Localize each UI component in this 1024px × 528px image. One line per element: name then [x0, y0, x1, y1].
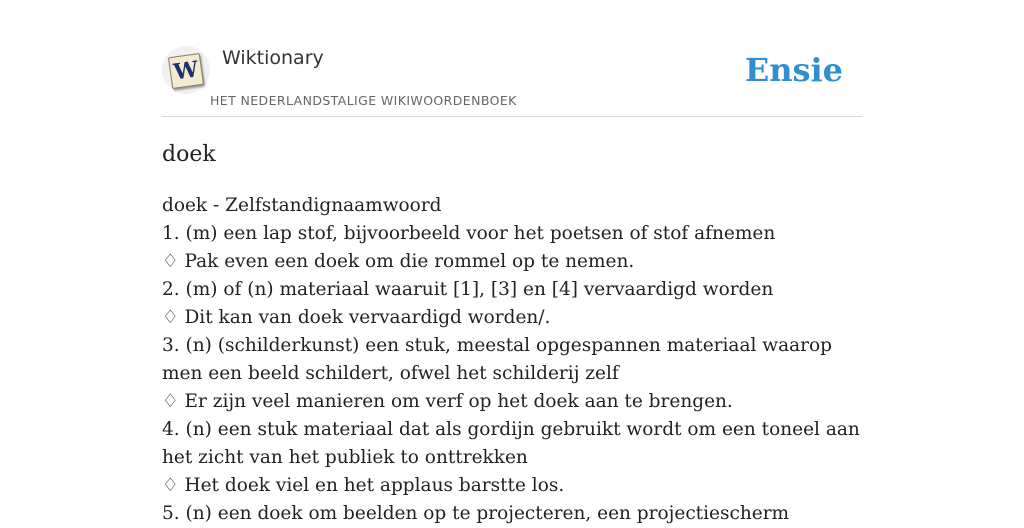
definition-line: doek - Zelfstandignaamwoord — [162, 195, 442, 216]
example-line: ♢ Het doek viel en het applaus barstte los. — [162, 475, 565, 496]
definition-line: 3. (n) (schilderkunst) een stuk, meestal opgespannen materiaal waarop men een beeld schildert, ofwel het schilderij zelf — [162, 335, 832, 384]
definition-line: 5. (n) een doek om beelden op te projecteren, een projectiescherm — [162, 503, 790, 524]
example-line: ♢ Pak even een doek om die rommel op te nemen. — [162, 251, 635, 272]
definition-line: 2. (m) of (n) materiaal waaruit [1], [3] en [4] vervaardigd worden — [162, 279, 774, 300]
definition-body — [162, 192, 862, 528]
page-title: doek — [162, 142, 216, 167]
example-line: ♢ Er zijn veel manieren om verf op het doek aan te brengen. — [162, 391, 733, 412]
definition-line: 1. (m) een lap stof, bijvoorbeeld voor het poetsen of stof afnemen — [162, 223, 776, 244]
logo-letter: W — [168, 53, 204, 89]
site-header — [162, 0, 862, 117]
example-line: ♢ Dit kan van doek vervaardigd worden/. — [162, 307, 551, 328]
definition-line: 4. (n) een stuk materiaal dat als gordijn gebruikt wordt om een toneel aan het zicht van het publiek to onttrekken — [162, 419, 860, 468]
wiktionary-logo-icon[interactable] — [162, 46, 210, 94]
site-name[interactable]: Wiktionary — [222, 47, 324, 69]
ensie-brand-link[interactable]: Ensie — [744, 51, 843, 89]
site-tagline: HET NEDERLANDSTALIGE WIKIWOORDENBOEK — [210, 93, 517, 108]
